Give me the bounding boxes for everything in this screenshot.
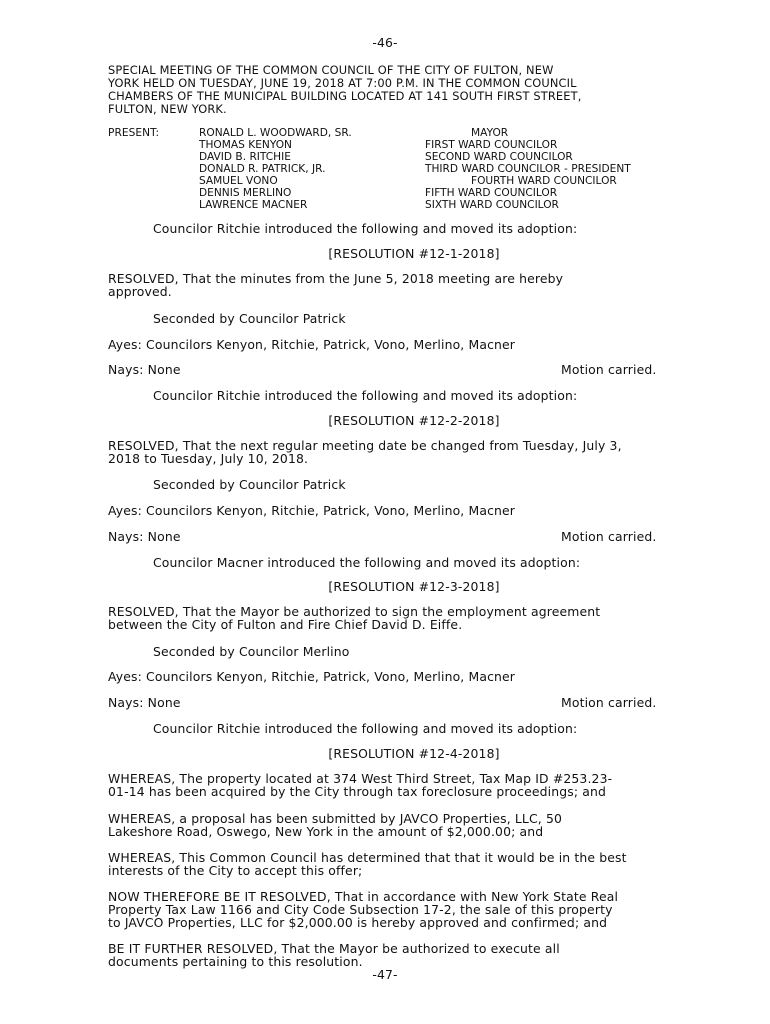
- member-name: RONALD L. WOODWARD, SR.: [199, 127, 352, 139]
- page-number-bottom: -47-: [372, 967, 398, 982]
- member-title: FOURTH WARD COUNCILOR: [471, 175, 617, 187]
- paragraph-line: BE IT FURTHER RESOLVED, That the Mayor be authorized to execute all: [108, 941, 560, 956]
- member-title: MAYOR: [471, 127, 509, 139]
- nays-line: Nays: None: [108, 362, 181, 377]
- resolution-intro: Councilor Ritchie introduced the following and moved its adoption:: [153, 721, 578, 736]
- whereas-paragraph: [108, 812, 678, 838]
- paragraph-line: WHEREAS, a proposal has been submitted by JAVCO Properties, LLC, 50: [108, 811, 563, 826]
- paragraph-line: interests of the City to accept this offer;: [108, 863, 363, 878]
- seconded-line: Seconded by Councilor Merlino: [153, 644, 350, 659]
- motion-result: Motion carried.: [561, 695, 657, 710]
- resolution-text-line: between the City of Fulton and Fire Chief David D. Eiffe.: [108, 617, 463, 632]
- heading-line: FULTON, NEW YORK.: [108, 102, 227, 116]
- resolution-text: [108, 439, 678, 465]
- paragraph-line: WHEREAS, The property located at 374 West Third Street, Tax Map ID #253.23-: [108, 771, 613, 786]
- member-title: SECOND WARD COUNCILOR: [425, 151, 573, 163]
- resolution-text-line: 2018 to Tuesday, July 10, 2018.: [108, 451, 309, 466]
- meeting-heading: [108, 64, 678, 116]
- resolution-number: [RESOLUTION #12-4-2018]: [328, 746, 500, 761]
- member-title: FIFTH WARD COUNCILOR: [425, 187, 558, 199]
- heading-line: SPECIAL MEETING OF THE COMMON COUNCIL OF THE CITY OF FULTON, NEW: [108, 63, 554, 77]
- whereas-paragraph: [108, 851, 678, 877]
- further-resolved-paragraph: [108, 942, 678, 968]
- resolution-text-line: RESOLVED, That the next regular meeting date be changed from Tuesday, July 3,: [108, 438, 622, 453]
- paragraph-line: to JAVCO Properties, LLC for $2,000.00 is hereby approved and confirmed; and: [108, 915, 608, 930]
- heading-line: CHAMBERS OF THE MUNICIPAL BUILDING LOCATED AT 141 SOUTH FIRST STREET,: [108, 89, 582, 103]
- paragraph-line: 01-14 has been acquired by the City through tax foreclosure proceedings; and: [108, 784, 607, 799]
- resolution-text-line: RESOLVED, That the minutes from the June 5, 2018 meeting are hereby: [108, 271, 564, 286]
- paragraph-line: Lakeshore Road, Oswego, New York in the amount of $2,000.00; and: [108, 824, 544, 839]
- resolution-intro: Councilor Ritchie introduced the following and moved its adoption:: [153, 221, 578, 236]
- motion-result: Motion carried.: [561, 529, 657, 544]
- resolution-number: [RESOLUTION #12-2-2018]: [328, 413, 500, 428]
- heading-line: YORK HELD ON TUESDAY, JUNE 19, 2018 AT 7:00 P.M. IN THE COMMON COUNCIL: [108, 76, 577, 90]
- seconded-line: Seconded by Councilor Patrick: [153, 311, 346, 326]
- member-name: DAVID B. RITCHIE: [199, 151, 291, 163]
- page-number-top: -46-: [372, 35, 398, 50]
- motion-result: Motion carried.: [561, 362, 657, 377]
- paragraph-line: WHEREAS, This Common Council has determined that that it would be in the best: [108, 850, 627, 865]
- member-titles: [425, 127, 631, 211]
- seconded-line: Seconded by Councilor Patrick: [153, 477, 346, 492]
- nays-line: Nays: None: [108, 529, 181, 544]
- member-title: THIRD WARD COUNCILOR - PRESIDENT: [425, 163, 631, 175]
- resolution-number: [RESOLUTION #12-3-2018]: [328, 579, 500, 594]
- resolution-text: [108, 605, 678, 631]
- resolution-text-line: RESOLVED, That the Mayor be authorized to sign the employment agreement: [108, 604, 601, 619]
- member-names: [199, 127, 352, 211]
- member-name: DONALD R. PATRICK, JR.: [199, 163, 326, 175]
- member-name: LAWRENCE MACNER: [199, 199, 308, 211]
- paragraph-line: Property Tax Law 1166 and City Code Subsection 17-2, the sale of this property: [108, 902, 613, 917]
- member-name: THOMAS KENYON: [199, 139, 292, 151]
- paragraph-line: NOW THEREFORE BE IT RESOLVED, That in accordance with New York State Real: [108, 889, 619, 904]
- resolution-number: [RESOLUTION #12-1-2018]: [328, 246, 500, 261]
- paragraph-line: documents pertaining to this resolution.: [108, 954, 363, 969]
- member-title: FIRST WARD COUNCILOR: [425, 139, 558, 151]
- resolved-paragraph: [108, 890, 678, 929]
- resolution-intro: Councilor Macner introduced the following and moved its adoption:: [153, 555, 581, 570]
- resolution-text-line: approved.: [108, 284, 172, 299]
- ayes-line: Ayes: Councilors Kenyon, Ritchie, Patrick, Vono, Merlino, Macner: [108, 503, 516, 518]
- ayes-line: Ayes: Councilors Kenyon, Ritchie, Patrick, Vono, Merlino, Macner: [108, 337, 516, 352]
- resolution-text: [108, 272, 678, 298]
- member-title: SIXTH WARD COUNCILOR: [425, 199, 559, 211]
- resolution-intro: Councilor Ritchie introduced the following and moved its adoption:: [153, 388, 578, 403]
- ayes-line: Ayes: Councilors Kenyon, Ritchie, Patrick, Vono, Merlino, Macner: [108, 669, 516, 684]
- member-name: DENNIS MERLINO: [199, 187, 292, 199]
- whereas-paragraph: [108, 772, 678, 798]
- present-label: PRESENT:: [108, 127, 160, 139]
- member-name: SAMUEL VONO: [199, 175, 278, 187]
- nays-line: Nays: None: [108, 695, 181, 710]
